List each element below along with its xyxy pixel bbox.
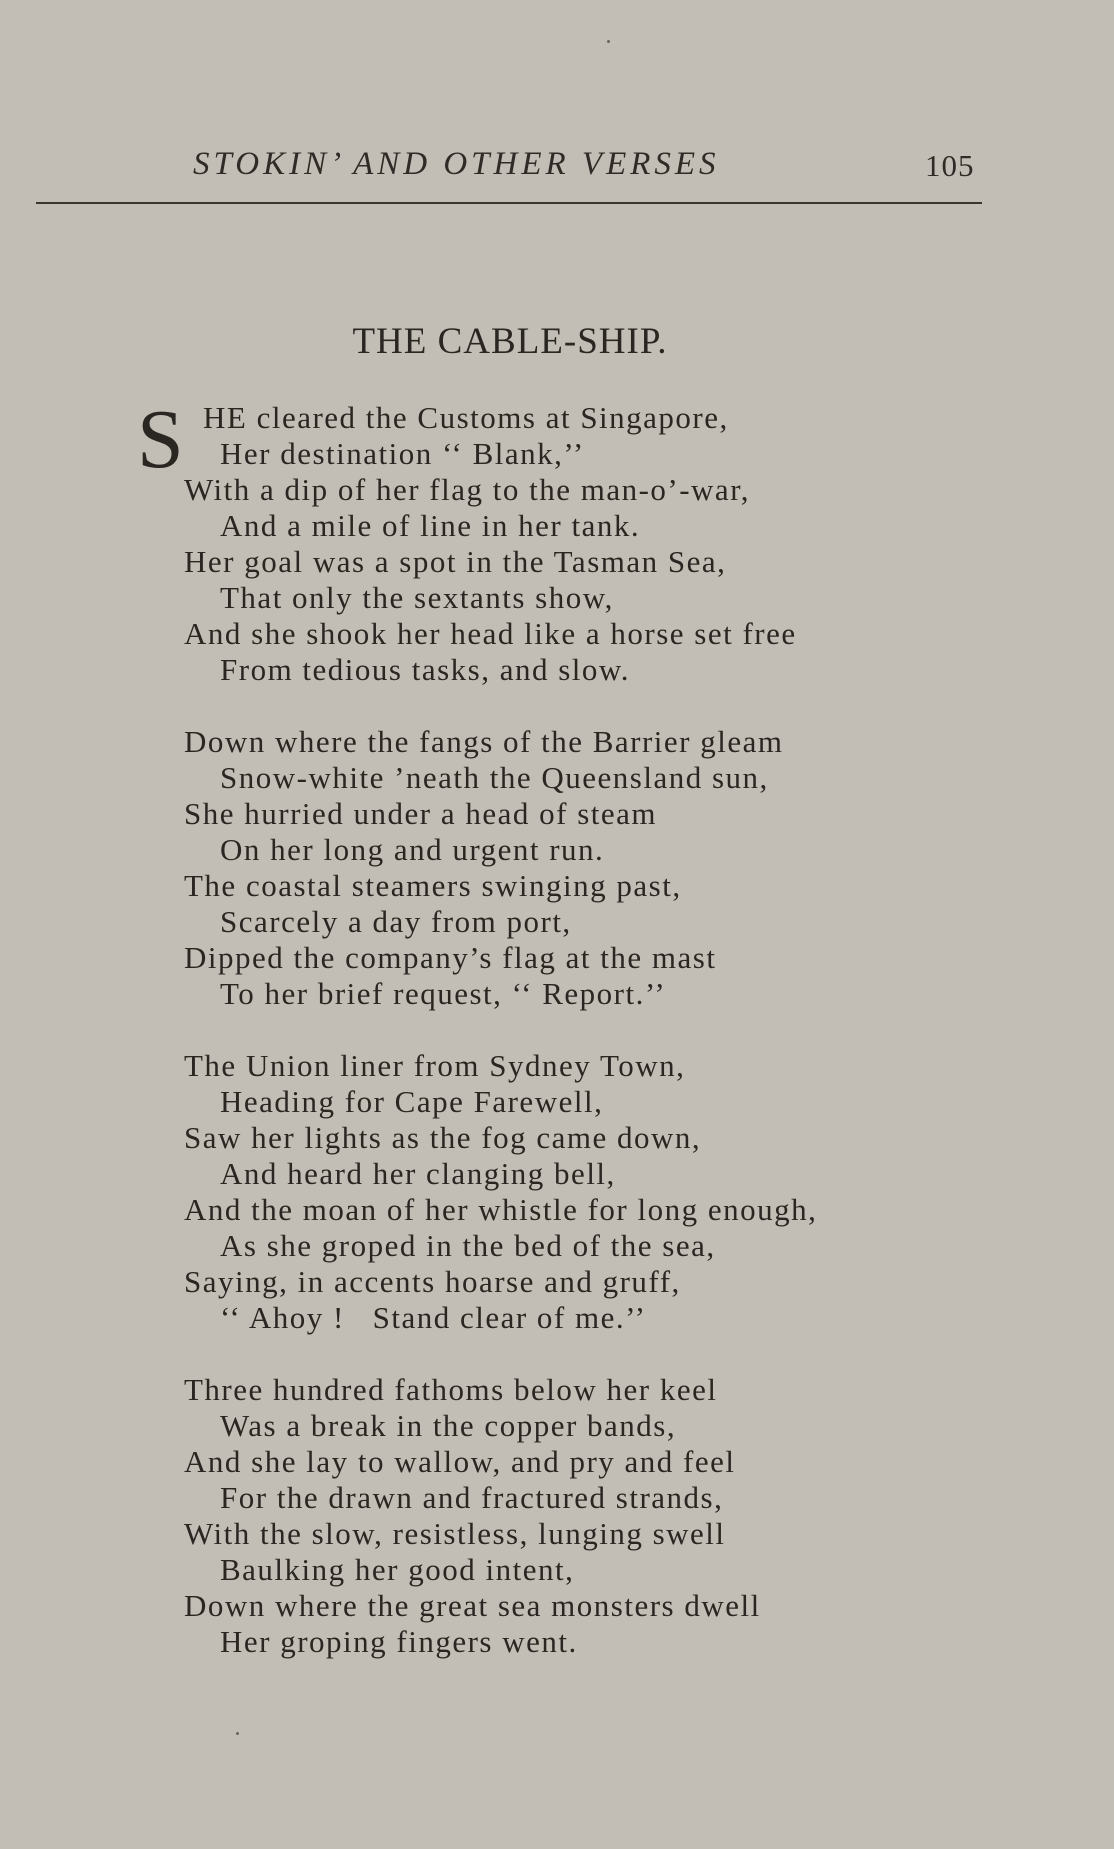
- poem-line: Scarcely a day from port,: [220, 904, 572, 939]
- poem-line: Heading for Cape Farewell,: [220, 1084, 604, 1119]
- poem-line: HE cleared the Customs at Singapore,: [203, 400, 729, 435]
- header-rule: [36, 202, 982, 204]
- poem-line: To her brief request, ‘‘ Report.’’: [220, 976, 667, 1011]
- poem-line: Down where the great sea monsters dwell: [184, 1588, 761, 1623]
- poem-line: With a dip of her flag to the man-o’-war,: [184, 472, 751, 507]
- poem-line: And she lay to wallow, and pry and feel: [184, 1444, 736, 1479]
- poem-line: And a mile of line in her tank.: [220, 508, 641, 543]
- poem-line: For the drawn and fractured strands,: [220, 1480, 724, 1515]
- poem-title: THE CABLE-SHIP.: [352, 321, 668, 362]
- poem-line: Snow-white ’neath the Queensland sun,: [220, 760, 769, 795]
- poem-line: Saw her lights as the fog came down,: [184, 1120, 702, 1155]
- poem-line: And the moan of her whistle for long enough,: [184, 1192, 818, 1227]
- poem-line: Baulking her good intent,: [220, 1552, 575, 1587]
- poem-line: She hurried under a head of steam: [184, 796, 658, 831]
- poem-line: ‘‘ Ahoy ! Stand clear of me.’’: [220, 1300, 647, 1335]
- poem-line: Down where the fangs of the Barrier gleam: [184, 724, 784, 759]
- poem-line: As she groped in the bed of the sea,: [220, 1228, 716, 1263]
- paper-speck: [236, 1732, 239, 1735]
- poem-line: Was a break in the copper bands,: [220, 1408, 677, 1443]
- poem-line: And heard her clanging bell,: [220, 1156, 616, 1191]
- poem-line: Saying, in accents hoarse and gruff,: [184, 1264, 681, 1299]
- poem-line: Her destination ‘‘ Blank,’’: [220, 436, 585, 471]
- poem-line: Her goal was a spot in the Tasman Sea,: [184, 544, 727, 579]
- running-head: [0, 146, 1114, 192]
- poem-line: Her groping fingers went.: [220, 1624, 578, 1659]
- page-number: 105: [925, 148, 975, 183]
- poem-line: And she shook her head like a horse set free: [184, 616, 797, 651]
- poem-line: On her long and urgent run.: [220, 832, 605, 867]
- drop-cap: S: [137, 393, 184, 486]
- poem-line: Dipped the company’s flag at the mast: [184, 940, 717, 975]
- running-head-title: STOKIN’ AND OTHER VERSES: [193, 146, 720, 182]
- poem-line: That only the sextants show,: [220, 580, 614, 615]
- paper-speck: [607, 40, 610, 43]
- poem-line: The Union liner from Sydney Town,: [184, 1048, 686, 1083]
- poem-line: With the slow, resistless, lunging swell: [184, 1516, 726, 1551]
- poem-line: From tedious tasks, and slow.: [220, 652, 631, 687]
- poem-line: Three hundred fathoms below her keel: [184, 1372, 718, 1407]
- poem-line: The coastal steamers swinging past,: [184, 868, 682, 903]
